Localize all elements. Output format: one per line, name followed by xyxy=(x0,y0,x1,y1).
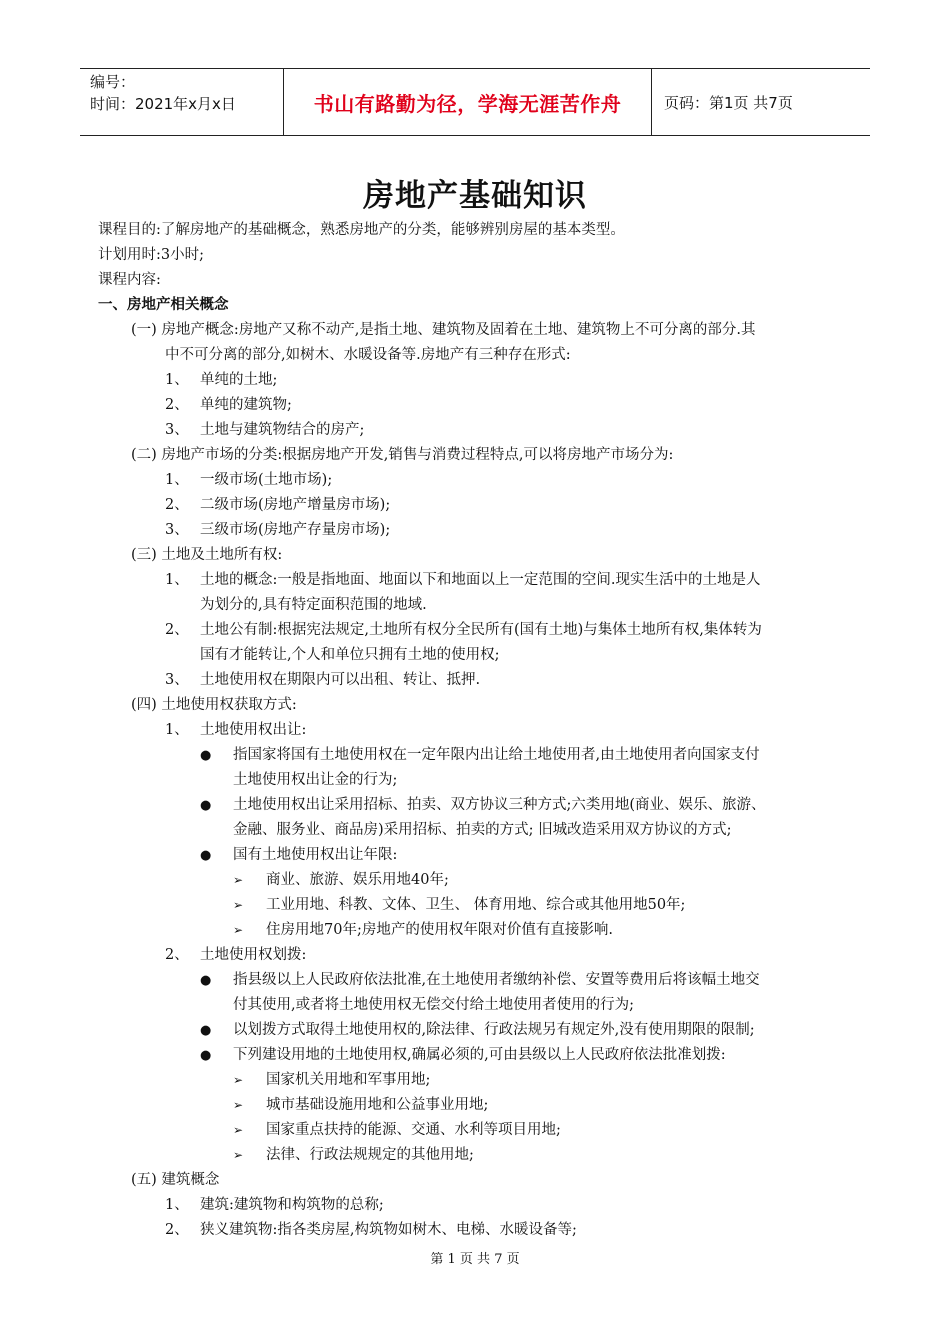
arrow-bullet-icon: ➢ xyxy=(233,1098,244,1112)
bullet-icon: ● xyxy=(200,748,212,763)
text-line xyxy=(98,893,858,918)
text-line xyxy=(98,1068,858,1093)
page-header xyxy=(80,68,870,136)
line-text: 工业用地、科教、文体、卫生、 体育用地、综合或其他用地50年; xyxy=(266,897,686,913)
header-page-info: 页码：第1页 共7页 xyxy=(664,93,793,112)
arrow-bullet-icon: ➢ xyxy=(233,873,244,887)
line-text: 土地使用权出让金的行为; xyxy=(233,772,398,788)
text-line xyxy=(98,793,858,818)
line-text: 单纯的土地; xyxy=(200,372,278,388)
arrow-bullet-icon: ➢ xyxy=(233,1148,244,1162)
list-number: 1、 xyxy=(165,572,189,588)
text-line xyxy=(98,1168,858,1193)
line-text: 土地使用权在期限内可以出租、转让、抵押. xyxy=(200,672,481,688)
text-line xyxy=(98,743,858,768)
line-text: 三级市场(房地产存量房市场); xyxy=(200,522,391,538)
line-text: 指国家将国有土地使用权在一定年限内出让给土地使用者,由土地使用者向国家支付 xyxy=(233,747,760,763)
text-line xyxy=(98,818,858,843)
arrow-bullet-icon: ➢ xyxy=(233,898,244,912)
line-text: 一级市场(土地市场); xyxy=(200,472,333,488)
line-text: 单纯的建筑物; xyxy=(200,397,292,413)
text-line xyxy=(98,1043,858,1068)
line-text: (二) 房地产市场的分类:根据房地产开发,销售与消费过程特点,可以将房地产市场分为: xyxy=(131,447,674,463)
text-line xyxy=(98,868,858,893)
line-text: 金融、服务业、商品房)采用招标、拍卖的方式; 旧城改造采用双方协议的方式; xyxy=(233,822,732,838)
line-text: 土地与建筑物结合的房产; xyxy=(200,422,365,438)
text-line xyxy=(98,618,858,643)
list-number: 2、 xyxy=(165,397,189,413)
bullet-icon: ● xyxy=(200,1048,212,1063)
section-heading xyxy=(98,293,858,318)
line-text: 课程内容: xyxy=(98,272,161,288)
text-line xyxy=(98,368,858,393)
text-line xyxy=(98,968,858,993)
list-number: 1、 xyxy=(165,1197,189,1213)
line-text: 狭义建筑物:指各类房屋,构筑物如树木、电梯、水暖设备等; xyxy=(200,1222,577,1238)
text-line xyxy=(98,943,858,968)
text-line xyxy=(98,1193,858,1218)
arrow-bullet-icon: ➢ xyxy=(233,1073,244,1087)
line-text: 国家重点扶持的能源、交通、水利等项目用地; xyxy=(266,1122,561,1138)
text-line xyxy=(98,243,858,268)
line-text: 国家机关用地和军事用地; xyxy=(266,1072,431,1088)
line-text: 建筑:建筑物和构筑物的总称; xyxy=(200,1197,384,1213)
line-text: 二级市场(房地产增量房市场); xyxy=(200,497,391,513)
line-text: 付其使用,或者将土地使用权无偿交付给土地使用者使用的行为; xyxy=(233,997,634,1013)
text-line xyxy=(98,643,858,668)
line-text: (一) 房地产概念:房地产又称不动产,是指土地、建筑物及固着在土地、建筑物上不可分离的部分.其 xyxy=(131,322,756,338)
line-text: 以划拨方式取得土地使用权的,除法律、行政法规另有规定外,没有使用期限的限制; xyxy=(233,1022,755,1038)
time-label: 时间：2021年x月x日 xyxy=(90,95,236,113)
list-number: 1、 xyxy=(165,472,189,488)
line-text: 指县级以上人民政府依法批准,在土地使用者缴纳补偿、安置等费用后将该幅土地交 xyxy=(233,972,760,988)
text-line xyxy=(98,493,858,518)
text-line xyxy=(98,318,858,343)
list-number: 2、 xyxy=(165,497,189,513)
text-line xyxy=(98,343,858,368)
text-line xyxy=(98,918,858,943)
text-line xyxy=(98,668,858,693)
text-line xyxy=(98,993,858,1018)
line-text: 住房用地70年;房地产的使用权年限对价值有直接影响. xyxy=(266,922,613,938)
text-line xyxy=(98,1143,858,1168)
line-text: 计划用时:3小时; xyxy=(98,247,204,263)
line-text: 课程目的:了解房地产的基础概念，熟悉房地产的分类，能够辨别房屋的基本类型。 xyxy=(98,222,625,238)
list-number: 1、 xyxy=(165,372,189,388)
line-text: 为划分的,具有特定面积范围的地域. xyxy=(200,597,427,613)
line-text: 土地使用权出让: xyxy=(200,722,307,738)
bullet-icon: ● xyxy=(200,973,212,988)
line-text: 国有土地使用权出让年限: xyxy=(233,847,398,863)
text-line xyxy=(98,218,858,243)
list-number: 2、 xyxy=(165,947,189,963)
line-text: (三) 土地及土地所有权: xyxy=(131,547,283,563)
text-line xyxy=(98,768,858,793)
text-line xyxy=(98,1218,858,1243)
text-line xyxy=(98,693,858,718)
list-number: 3、 xyxy=(165,522,189,538)
line-text: (五) 建筑概念 xyxy=(131,1172,220,1188)
text-line xyxy=(98,518,858,543)
header-motto: 书山有路勤为径，学海无涯苦作舟 xyxy=(284,69,652,135)
line-text: 商业、旅游、娱乐用地40年; xyxy=(266,872,449,888)
line-text: 一、房地产相关概念 xyxy=(98,297,229,313)
list-number: 3、 xyxy=(165,672,189,688)
text-line xyxy=(98,1118,858,1143)
text-line xyxy=(98,593,858,618)
document-body xyxy=(98,218,858,1243)
text-line xyxy=(98,543,858,568)
text-line xyxy=(98,718,858,743)
list-number: 2、 xyxy=(165,1222,189,1238)
line-text: (四) 土地使用权获取方式: xyxy=(131,697,297,713)
text-line xyxy=(98,468,858,493)
text-line xyxy=(98,443,858,468)
text-line xyxy=(98,268,858,293)
list-number: 2、 xyxy=(165,622,189,638)
text-line xyxy=(98,843,858,868)
list-number: 1、 xyxy=(165,722,189,738)
line-text: 土地使用权出让采用招标、拍卖、双方协议三种方式;六类用地(商业、娱乐、旅游、 xyxy=(233,797,766,813)
text-line xyxy=(98,1093,858,1118)
number-label: 编号： xyxy=(90,73,136,91)
list-number: 3、 xyxy=(165,422,189,438)
text-line xyxy=(98,418,858,443)
line-text: 土地使用权划拨: xyxy=(200,947,307,963)
document-title: 房地产基础知识 xyxy=(363,178,587,214)
bullet-icon: ● xyxy=(200,1023,212,1038)
line-text: 城市基础设施用地和公益事业用地; xyxy=(266,1097,489,1113)
line-text: 法律、行政法规规定的其他用地; xyxy=(266,1147,474,1163)
text-line xyxy=(98,1018,858,1043)
header-meta xyxy=(80,69,284,135)
bullet-icon: ● xyxy=(200,848,212,863)
arrow-bullet-icon: ➢ xyxy=(233,1123,244,1137)
text-line xyxy=(98,393,858,418)
text-line xyxy=(98,568,858,593)
line-text: 国有才能转让,个人和单位只拥有土地的使用权; xyxy=(200,647,500,663)
bullet-icon: ● xyxy=(200,798,212,813)
line-text: 土地公有制:根据宪法规定,土地所有权分全民所有(国有土地)与集体土地所有权,集体转为 xyxy=(200,622,762,638)
line-text: 中不可分离的部分,如树木、水暖设备等.房地产有三种存在形式: xyxy=(165,347,571,363)
arrow-bullet-icon: ➢ xyxy=(233,923,244,937)
page-footer: 第 1 页 共 7 页 xyxy=(430,1252,520,1267)
line-text: 土地的概念:一般是指地面、地面以下和地面以上一定范围的空间.现实生活中的土地是人 xyxy=(200,572,761,588)
line-text: 下列建设用地的土地使用权,确属必须的,可由县级以上人民政府依法批准划拨: xyxy=(233,1047,726,1063)
